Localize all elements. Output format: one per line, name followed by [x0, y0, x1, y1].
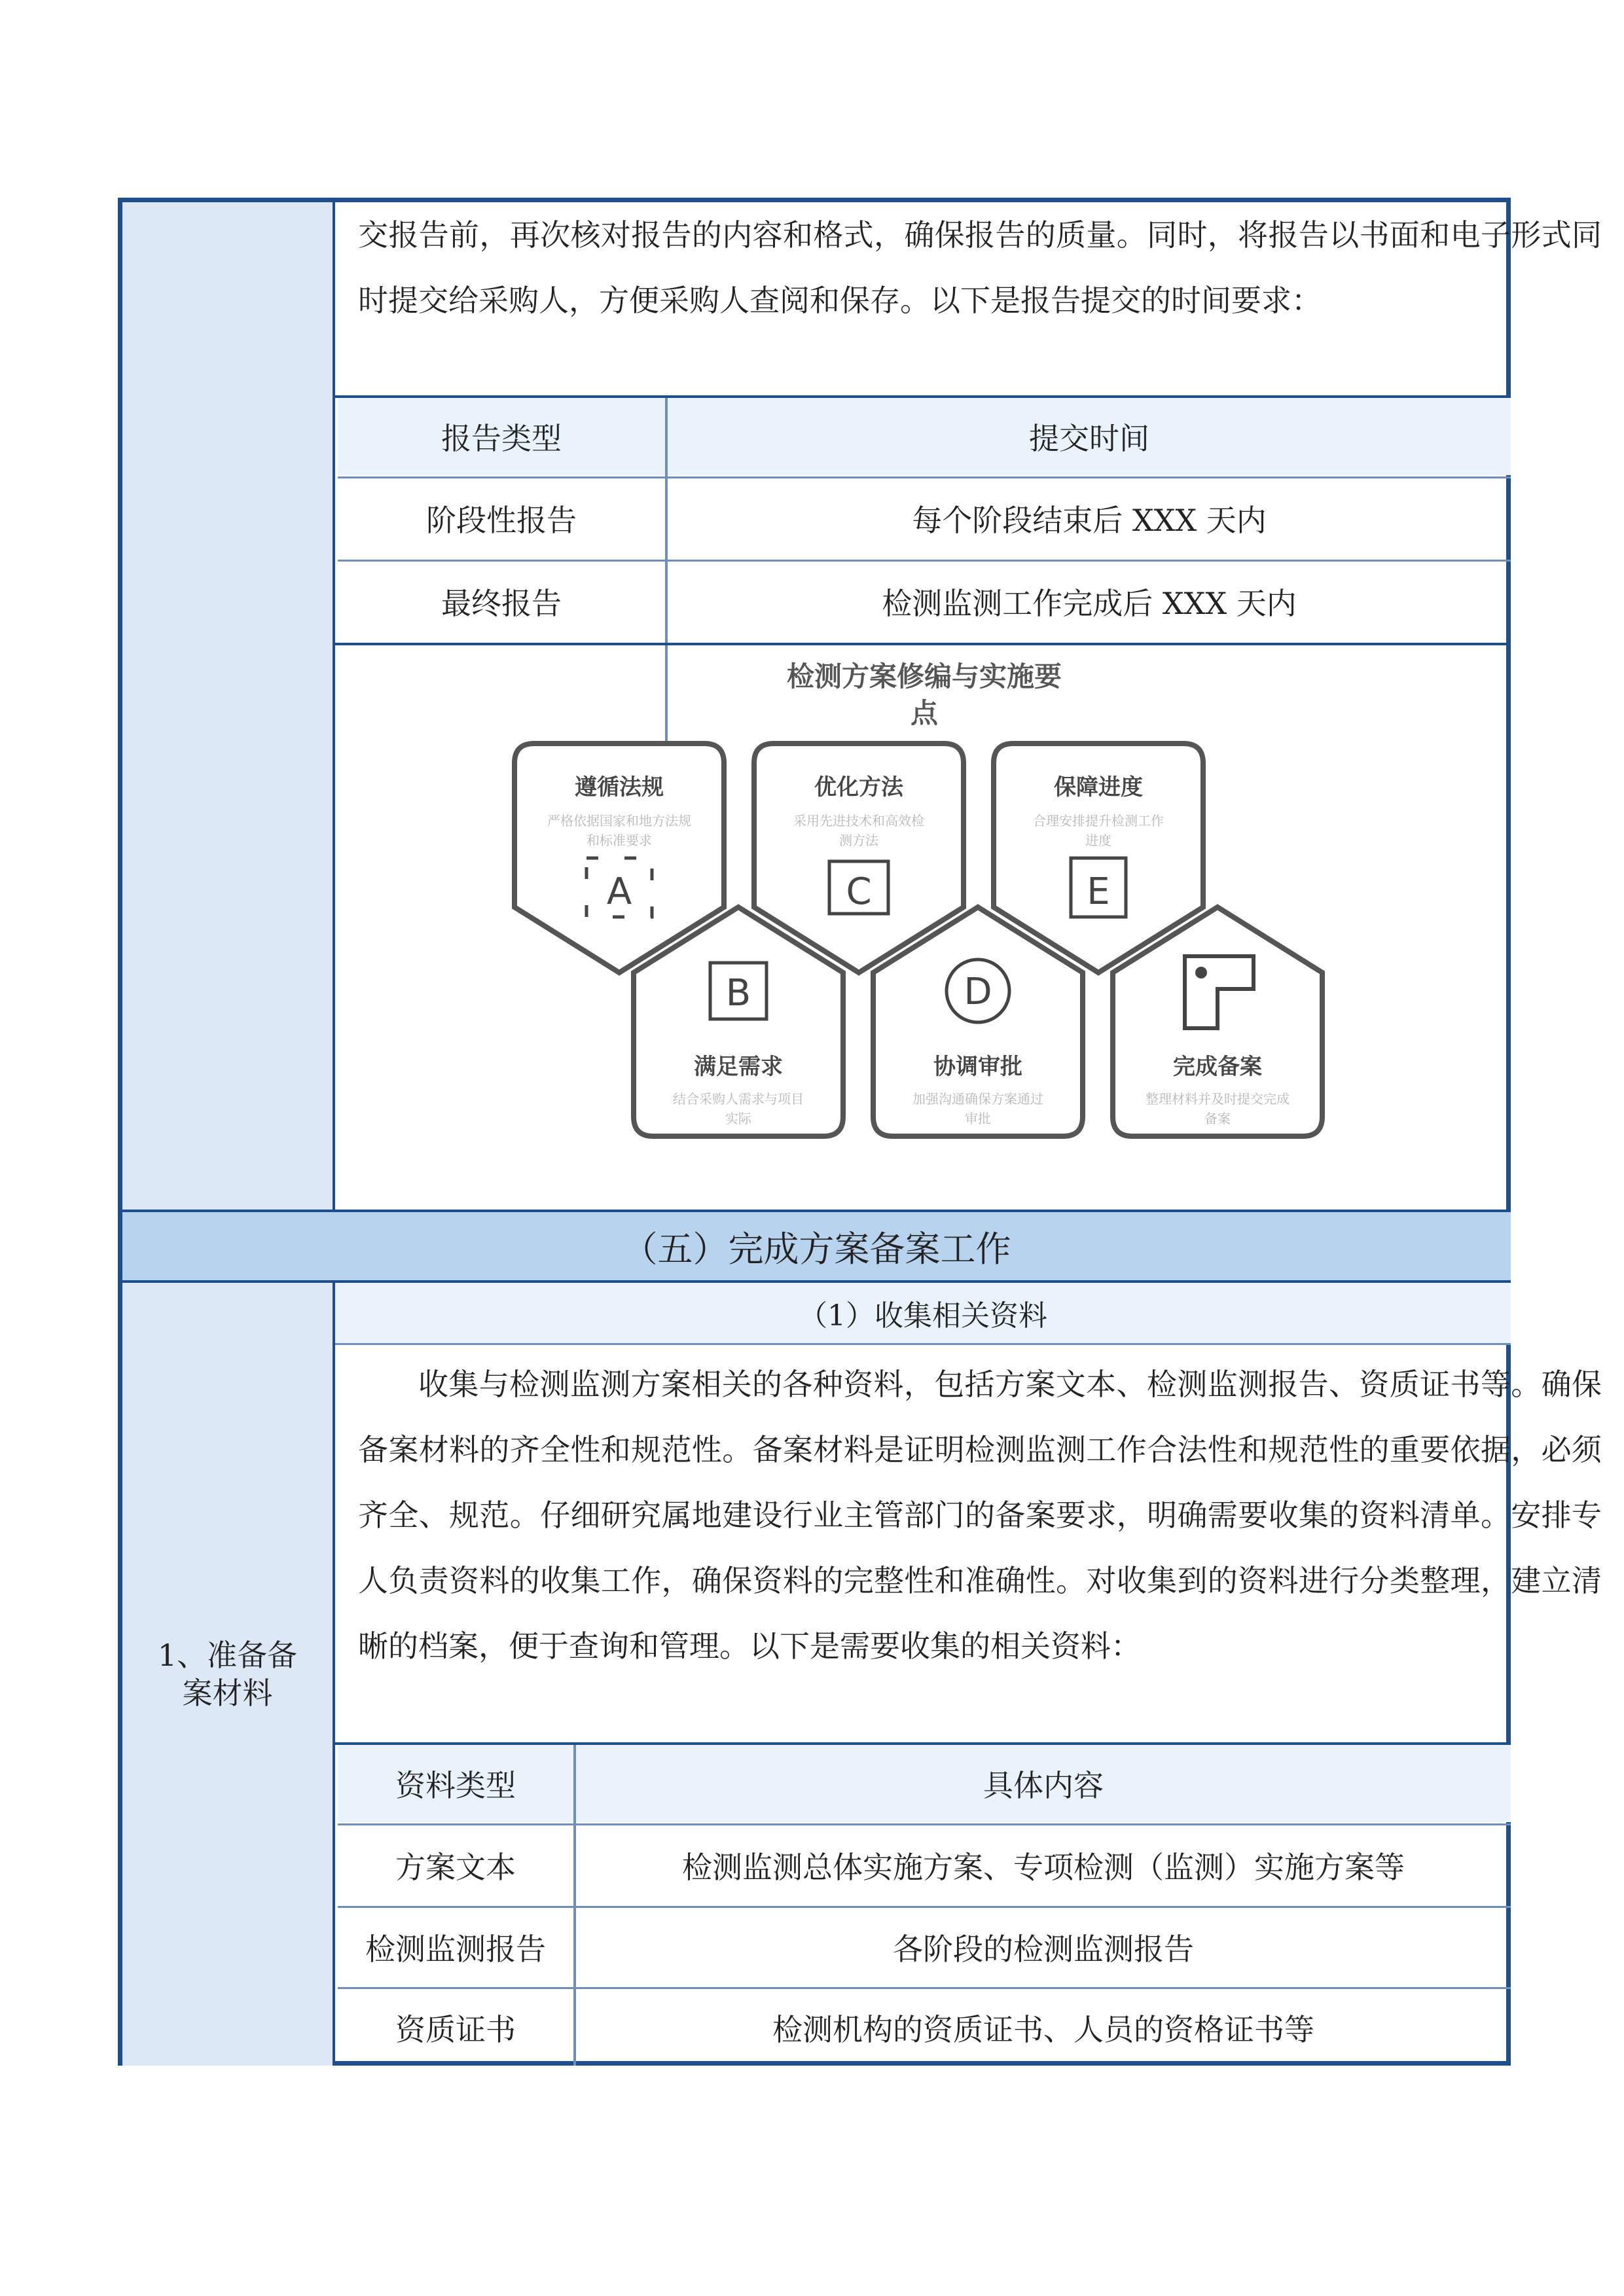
card-d-letter: D: [964, 971, 992, 1013]
card-f-title: 完成备案: [1173, 1054, 1262, 1080]
card-f-desc1: 整理材料并及时提交完成: [1146, 1091, 1290, 1107]
card-c-desc1: 采用先进技术和高效检: [793, 813, 924, 829]
card-a-letter: A: [606, 870, 632, 913]
card-c-desc2: 测方法: [839, 833, 878, 848]
card-c-title: 优化方法: [814, 774, 903, 800]
card-e-desc2: 进度: [1085, 833, 1111, 848]
materials-header-content: 具体内容: [576, 1745, 1511, 1822]
materials-header-type: 资料类型: [338, 1745, 573, 1822]
card-a-desc1: 严格依据国家和地方法规: [547, 813, 691, 829]
figure-block: [338, 645, 1511, 1210]
figure-title-line2: 点: [910, 697, 938, 729]
card-b-title: 满足需求: [694, 1054, 783, 1080]
report-table-header-type: 报告类型: [338, 398, 665, 475]
card-b-letter: B: [725, 972, 751, 1014]
section-5-paragraph-text: 收集与检测监测方案相关的各种资料，包括方案文本、检测监测报告、资质证书等。确保备案材料的齐全性和规范性。备案材料是证明检测监测工作合法性和规范性的重要依据，必须齐全、规范。仔细研究属地建设行业主管部门的备案要求，明确需要收集的资料清单。安排专人负责资料的收集工作，确保资料的完整性和准确性。对收集到的资料进行分类整理，建立清晰的档案，便于查询和管理。以下是需要收集的相关资料：: [358, 1367, 1602, 1664]
document-table-frame: [118, 198, 1602, 2066]
section-5-paragraph: [358, 1352, 1602, 1679]
row-label-prepare-materials: 1、准备备 案材料: [122, 1283, 335, 2066]
report-row-2-time: 检测监测工作完成后 XXX 天内: [882, 586, 1297, 621]
materials-row-3-content: 检测机构的资质证书、人员的资格证书等: [772, 2011, 1314, 2047]
materials-row-2-content: 各阶段的检测监测报告: [893, 1931, 1194, 1967]
card-d-desc1: 加强沟通确保方案通过: [912, 1091, 1043, 1107]
hexagon-diagram: [338, 645, 1511, 1210]
card-e-title: 保障进度: [1054, 774, 1143, 800]
materials-row-3-type: 资质证书: [395, 2011, 516, 2047]
materials-row-1-content: 检测监测总体实施方案、专项检测（监测）实施方案等: [682, 1850, 1405, 1885]
card-e-letter: E: [1087, 870, 1110, 913]
card-a-title: 遵循法规: [575, 774, 664, 800]
card-f-desc2: 备案: [1204, 1111, 1231, 1126]
report-table-header-time: 提交时间: [668, 398, 1511, 475]
card-d-desc2: 审批: [965, 1111, 991, 1126]
card-e-desc1: 合理安排提升检测工作: [1033, 813, 1164, 829]
materials-row-1-type: 方案文本: [395, 1850, 516, 1885]
report-row-1-type: 阶段性报告: [426, 503, 577, 538]
left-column-upper: [122, 202, 335, 1212]
card-d-title: 协调审批: [933, 1054, 1022, 1080]
materials-row-2-type: 检测监测报告: [365, 1931, 546, 1967]
card-c-letter: C: [846, 870, 872, 913]
intro-paragraph: [358, 202, 1602, 333]
report-row-2-type: 最终报告: [441, 586, 562, 621]
card-a-desc2: 和标准要求: [586, 833, 652, 848]
card-b-desc2: 实际: [725, 1111, 751, 1126]
subheading-collect-materials: （1）收集相关资料: [335, 1283, 1511, 1343]
report-row-1-time: 每个阶段结束后 XXX 天内: [912, 503, 1267, 538]
figure-title-line1: 检测方案修编与实施要: [786, 660, 1062, 692]
section-5-title: （五）完成方案备案工作: [122, 1212, 1511, 1280]
intro-paragraph-text: 交报告前，再次核对报告的内容和格式，确保报告的质量。同时，将报告以书面和电子形式同时提交给采购人，方便采购人查阅和保存。以下是报告提交的时间要求：: [358, 217, 1602, 318]
card-b-desc1: 结合采购人需求与项目: [673, 1091, 804, 1107]
